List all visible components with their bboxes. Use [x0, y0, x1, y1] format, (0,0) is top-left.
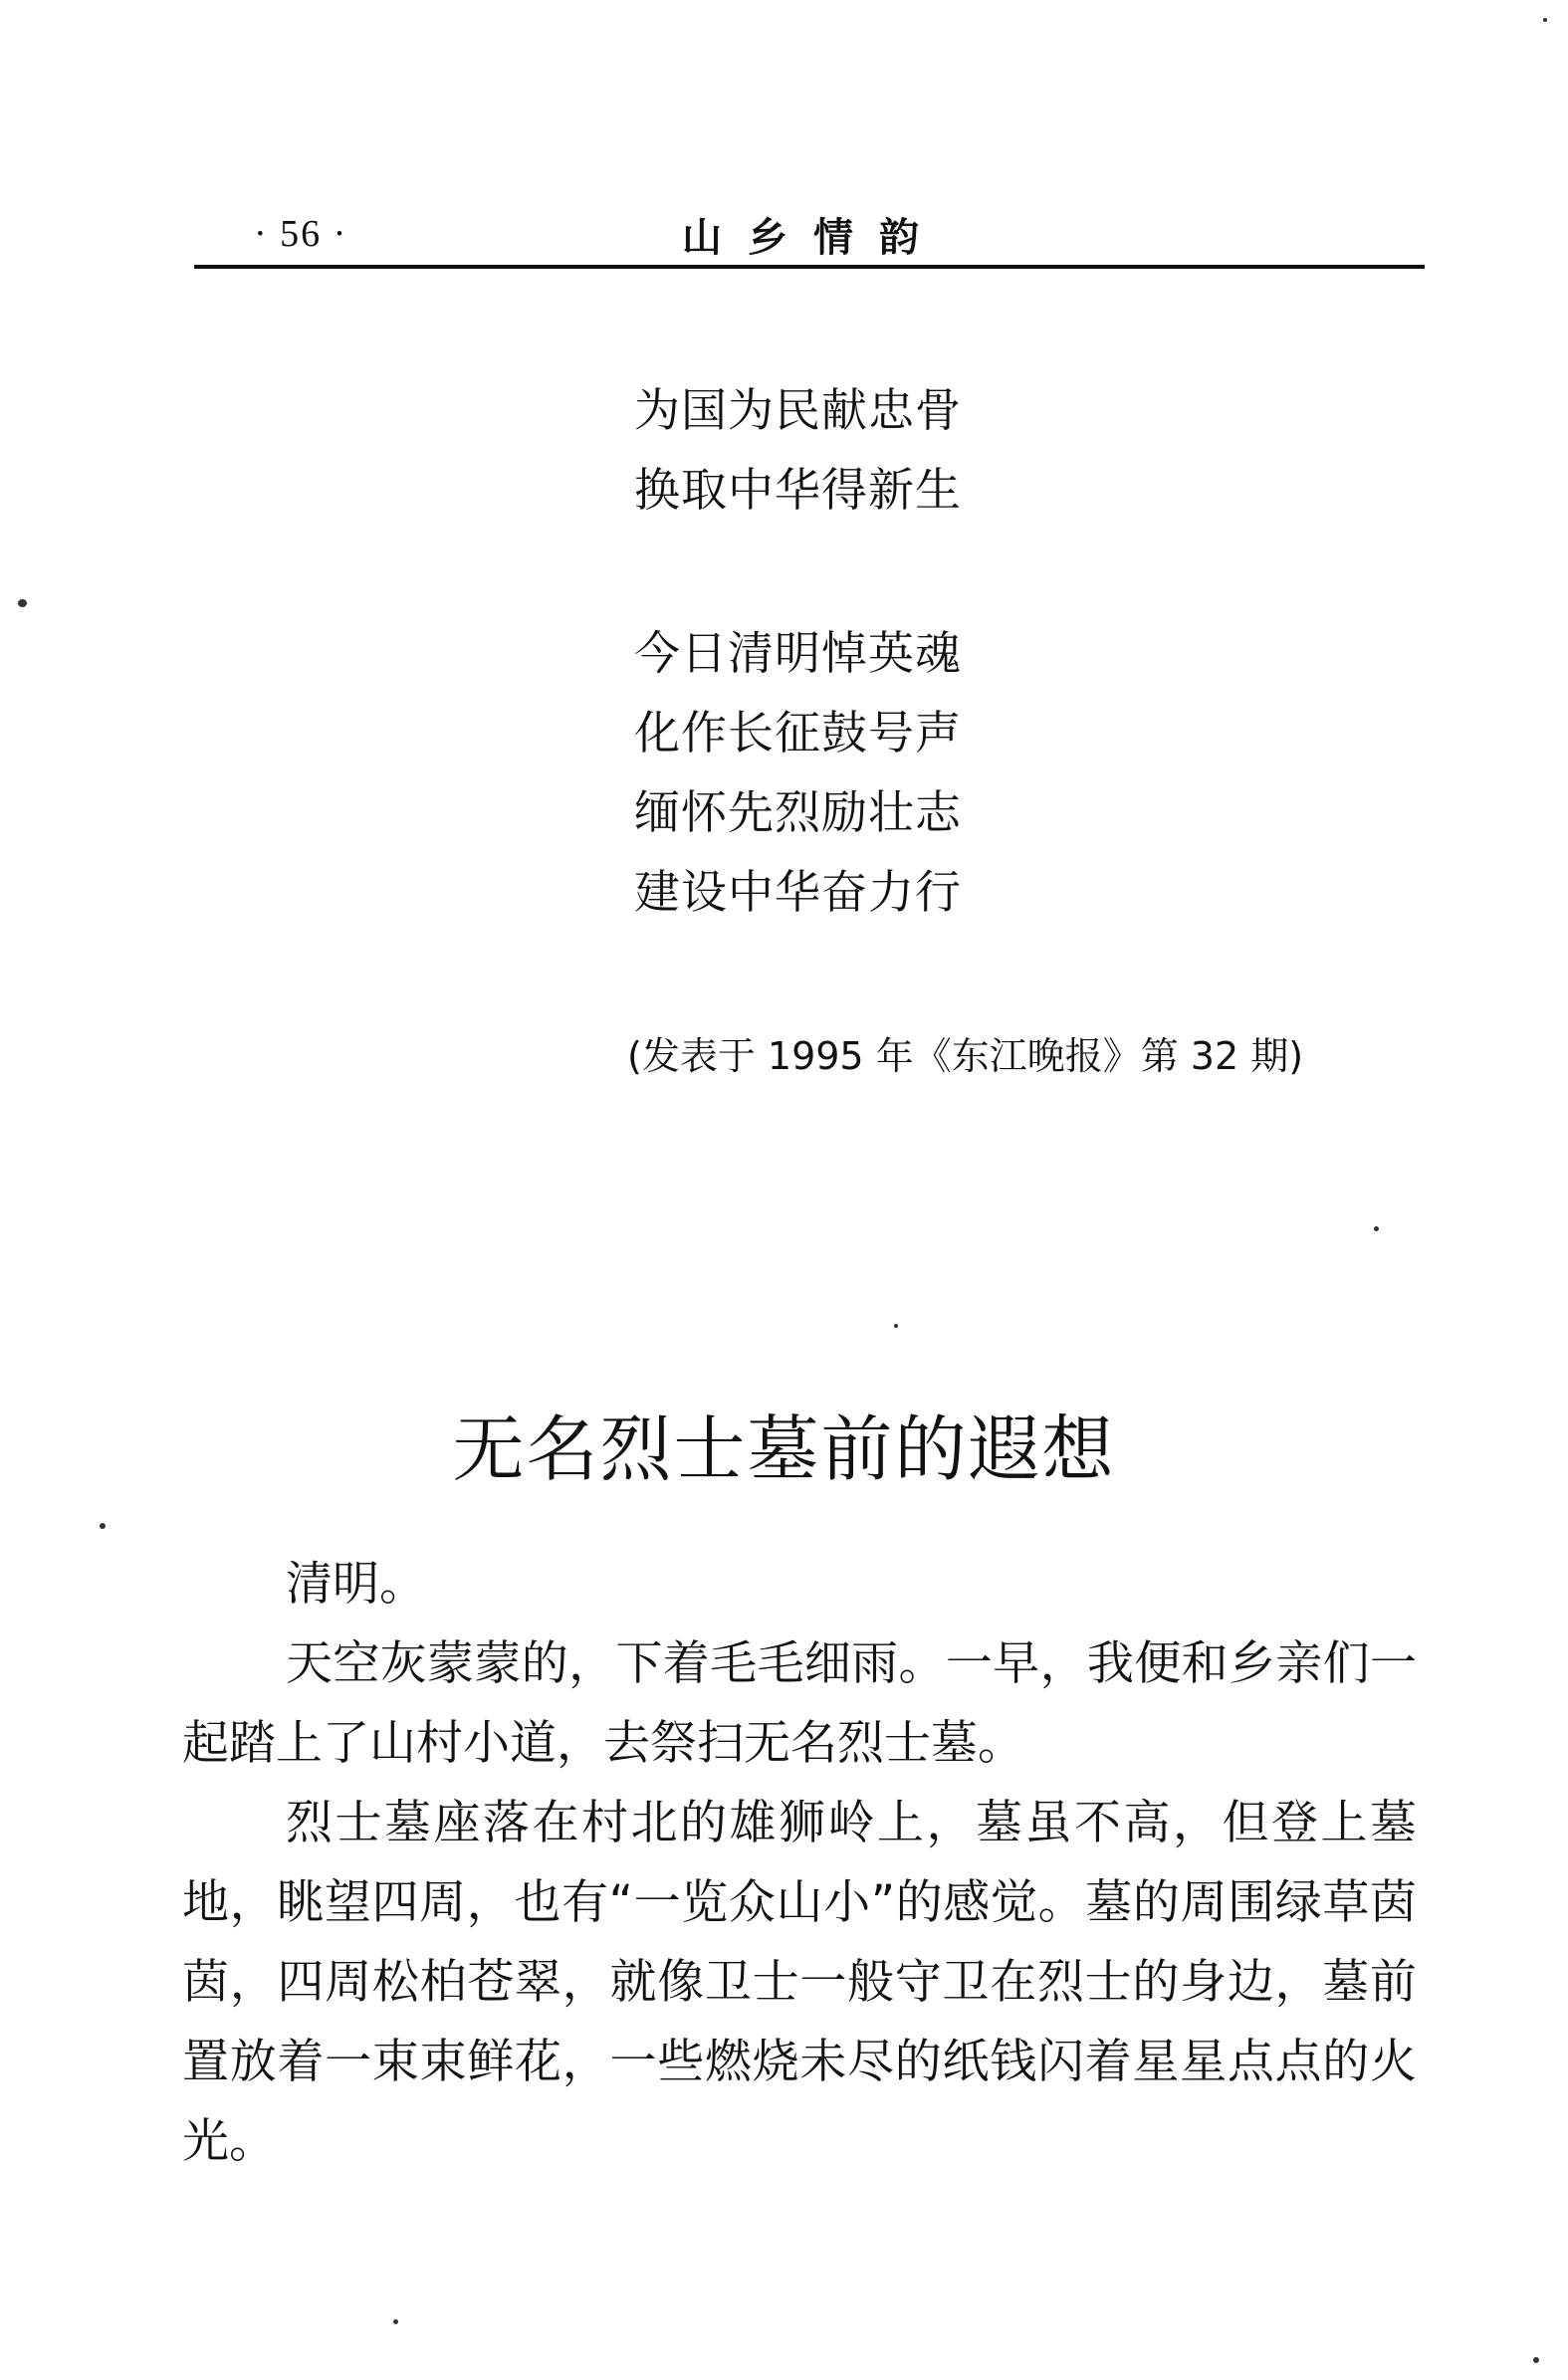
- scan-speck: [100, 1523, 106, 1529]
- article-paragraph: 清明。: [286, 1557, 426, 1612]
- poem-line: 化作长征鼓号声: [634, 706, 962, 759]
- article-paragraph: 烈士墓座落在村北的雄狮岭上，墓虽不高，但登上墓地，眺望四周，也有“一览众山小”的感觉。墓的周围绿草茵茵，四周松柏苍翠，就像卫士一般守卫在烈士的身边，墓前置放着一束束鲜花，一些燃烧未尽的纸钱闪着星星点点的火光。: [182, 1796, 1417, 2169]
- scan-speck: [1533, 2357, 1539, 2363]
- scan-speck: [1374, 1226, 1379, 1231]
- poem-stanza: [634, 613, 962, 932]
- header-rule: [194, 265, 1425, 269]
- scan-speck: [393, 2319, 398, 2324]
- scan-speck: [1543, 18, 1547, 22]
- poem-stanza: [634, 370, 962, 530]
- scan-speck: [18, 599, 27, 607]
- poem: [634, 370, 962, 932]
- book-title: 山乡情韵: [682, 214, 945, 261]
- article-paragraph: 天空灰蒙蒙的，下着毛毛细雨。一早，我便和乡亲们一起踏上了山村小道，去祭扫无名烈士墓。: [182, 1636, 1417, 1771]
- poem-line: 为国为民献忠骨: [634, 383, 962, 437]
- article-body: [182, 1545, 1417, 2182]
- running-header: [194, 204, 1424, 274]
- article-title: 无名烈士墓前的遐想: [452, 1407, 1116, 1491]
- poem-line: 换取中华得新生: [634, 463, 962, 517]
- page-number: · 56 ·: [254, 213, 348, 255]
- poem-line: 建设中华奋力行: [634, 865, 962, 919]
- scan-speck: [894, 1324, 898, 1328]
- poem-line: 今日清明悼英魂: [634, 626, 962, 680]
- poem-line: 缅怀先烈励壮志: [634, 785, 962, 839]
- publication-note: (发表于 1995 年《东江晚报》第 32 期): [627, 1034, 1304, 1078]
